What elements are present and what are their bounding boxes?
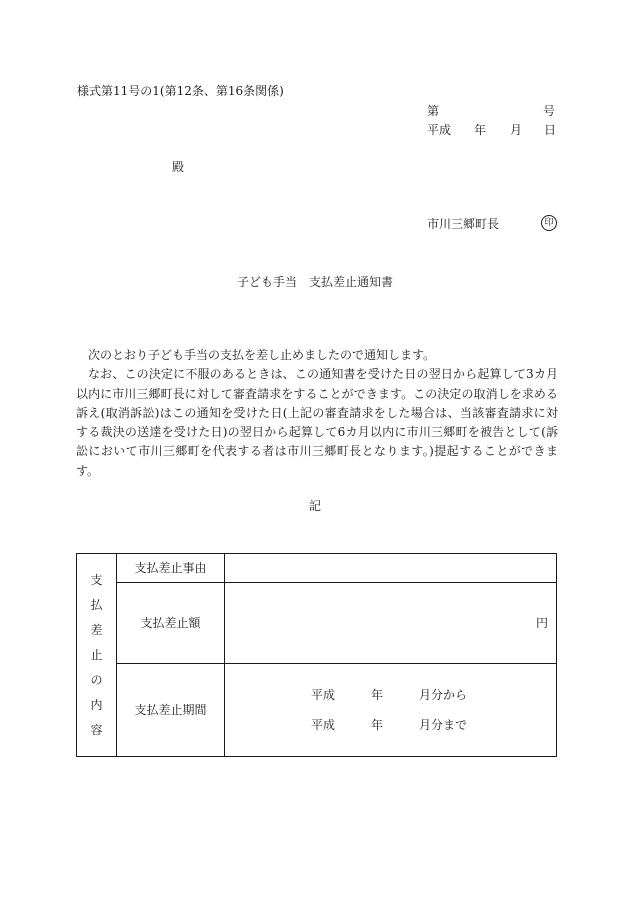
- ki-heading: 記: [308, 499, 321, 513]
- amount-value-cell[interactable]: [225, 583, 557, 664]
- period-from-year: 年: [371, 688, 384, 702]
- doc-number-prefix: 第: [427, 104, 440, 118]
- period-to-era: 平成: [311, 718, 336, 732]
- period-from-era: 平成: [311, 688, 336, 702]
- group-label-char: 容: [90, 722, 103, 737]
- group-label-char: 差: [90, 622, 103, 637]
- group-label-char: 支: [90, 572, 103, 587]
- period-to-month: 月分まで: [419, 718, 468, 732]
- period-from-line: [225, 685, 556, 705]
- document-title: 子ども手当 支払差止通知書: [236, 275, 393, 289]
- recipient-suffix: 殿: [172, 160, 185, 174]
- body-paragraph: なお、この決定に不服のあるときは、この通知書を受けた日の翌日から起算して3カ月以内に市川三郷町長に対して審査請求をすることができます。この決定の取消しを求める訴え(取消訴訟)はこの通知を受けた日(上記の審査請求をした場合は、当該審査請求に対する裁決の送達を受けた日)の翌日から起算して6カ月以内に市川三郷町を被告として(訴訟において市川三郷町を代表する者は市川三郷町長となります。)提起することができます。: [76, 367, 558, 478]
- period-value-cell[interactable]: [225, 664, 557, 757]
- group-label-char: 止: [90, 647, 103, 662]
- reason-label: 支払差止事由: [117, 554, 225, 583]
- group-label-char: 払: [90, 597, 103, 612]
- seal-mark: 印: [541, 215, 557, 231]
- period-label: 支払差止期間: [117, 664, 225, 757]
- reason-value-cell[interactable]: [225, 554, 557, 583]
- form-number: 様式第11号の1(第12条、第16条関係): [77, 84, 284, 98]
- table-row: [77, 583, 557, 664]
- group-label-char: 内: [90, 697, 103, 712]
- date-year: 年: [474, 123, 487, 137]
- group-label-char: の: [90, 672, 103, 687]
- issuer-name: 市川三郷町長: [427, 217, 500, 231]
- body-text: [76, 346, 558, 481]
- detail-table: [76, 553, 557, 757]
- doc-number-suffix: 号: [543, 104, 556, 118]
- amount-unit: 円: [535, 615, 548, 630]
- table-row: [77, 554, 557, 583]
- table-row: [77, 664, 557, 757]
- date-era: 平成: [427, 123, 452, 137]
- group-label-cell: [77, 554, 117, 757]
- amount-label: 支払差止額: [117, 583, 225, 664]
- body-paragraph: 次のとおり子ども手当の支払を差し止めましたので通知します。: [88, 348, 436, 362]
- date-month: 月: [510, 123, 523, 137]
- date-day: 日: [544, 123, 557, 137]
- period-to-line: [225, 715, 556, 735]
- period-to-year: 年: [371, 718, 384, 732]
- period-from-month: 月分から: [419, 688, 468, 702]
